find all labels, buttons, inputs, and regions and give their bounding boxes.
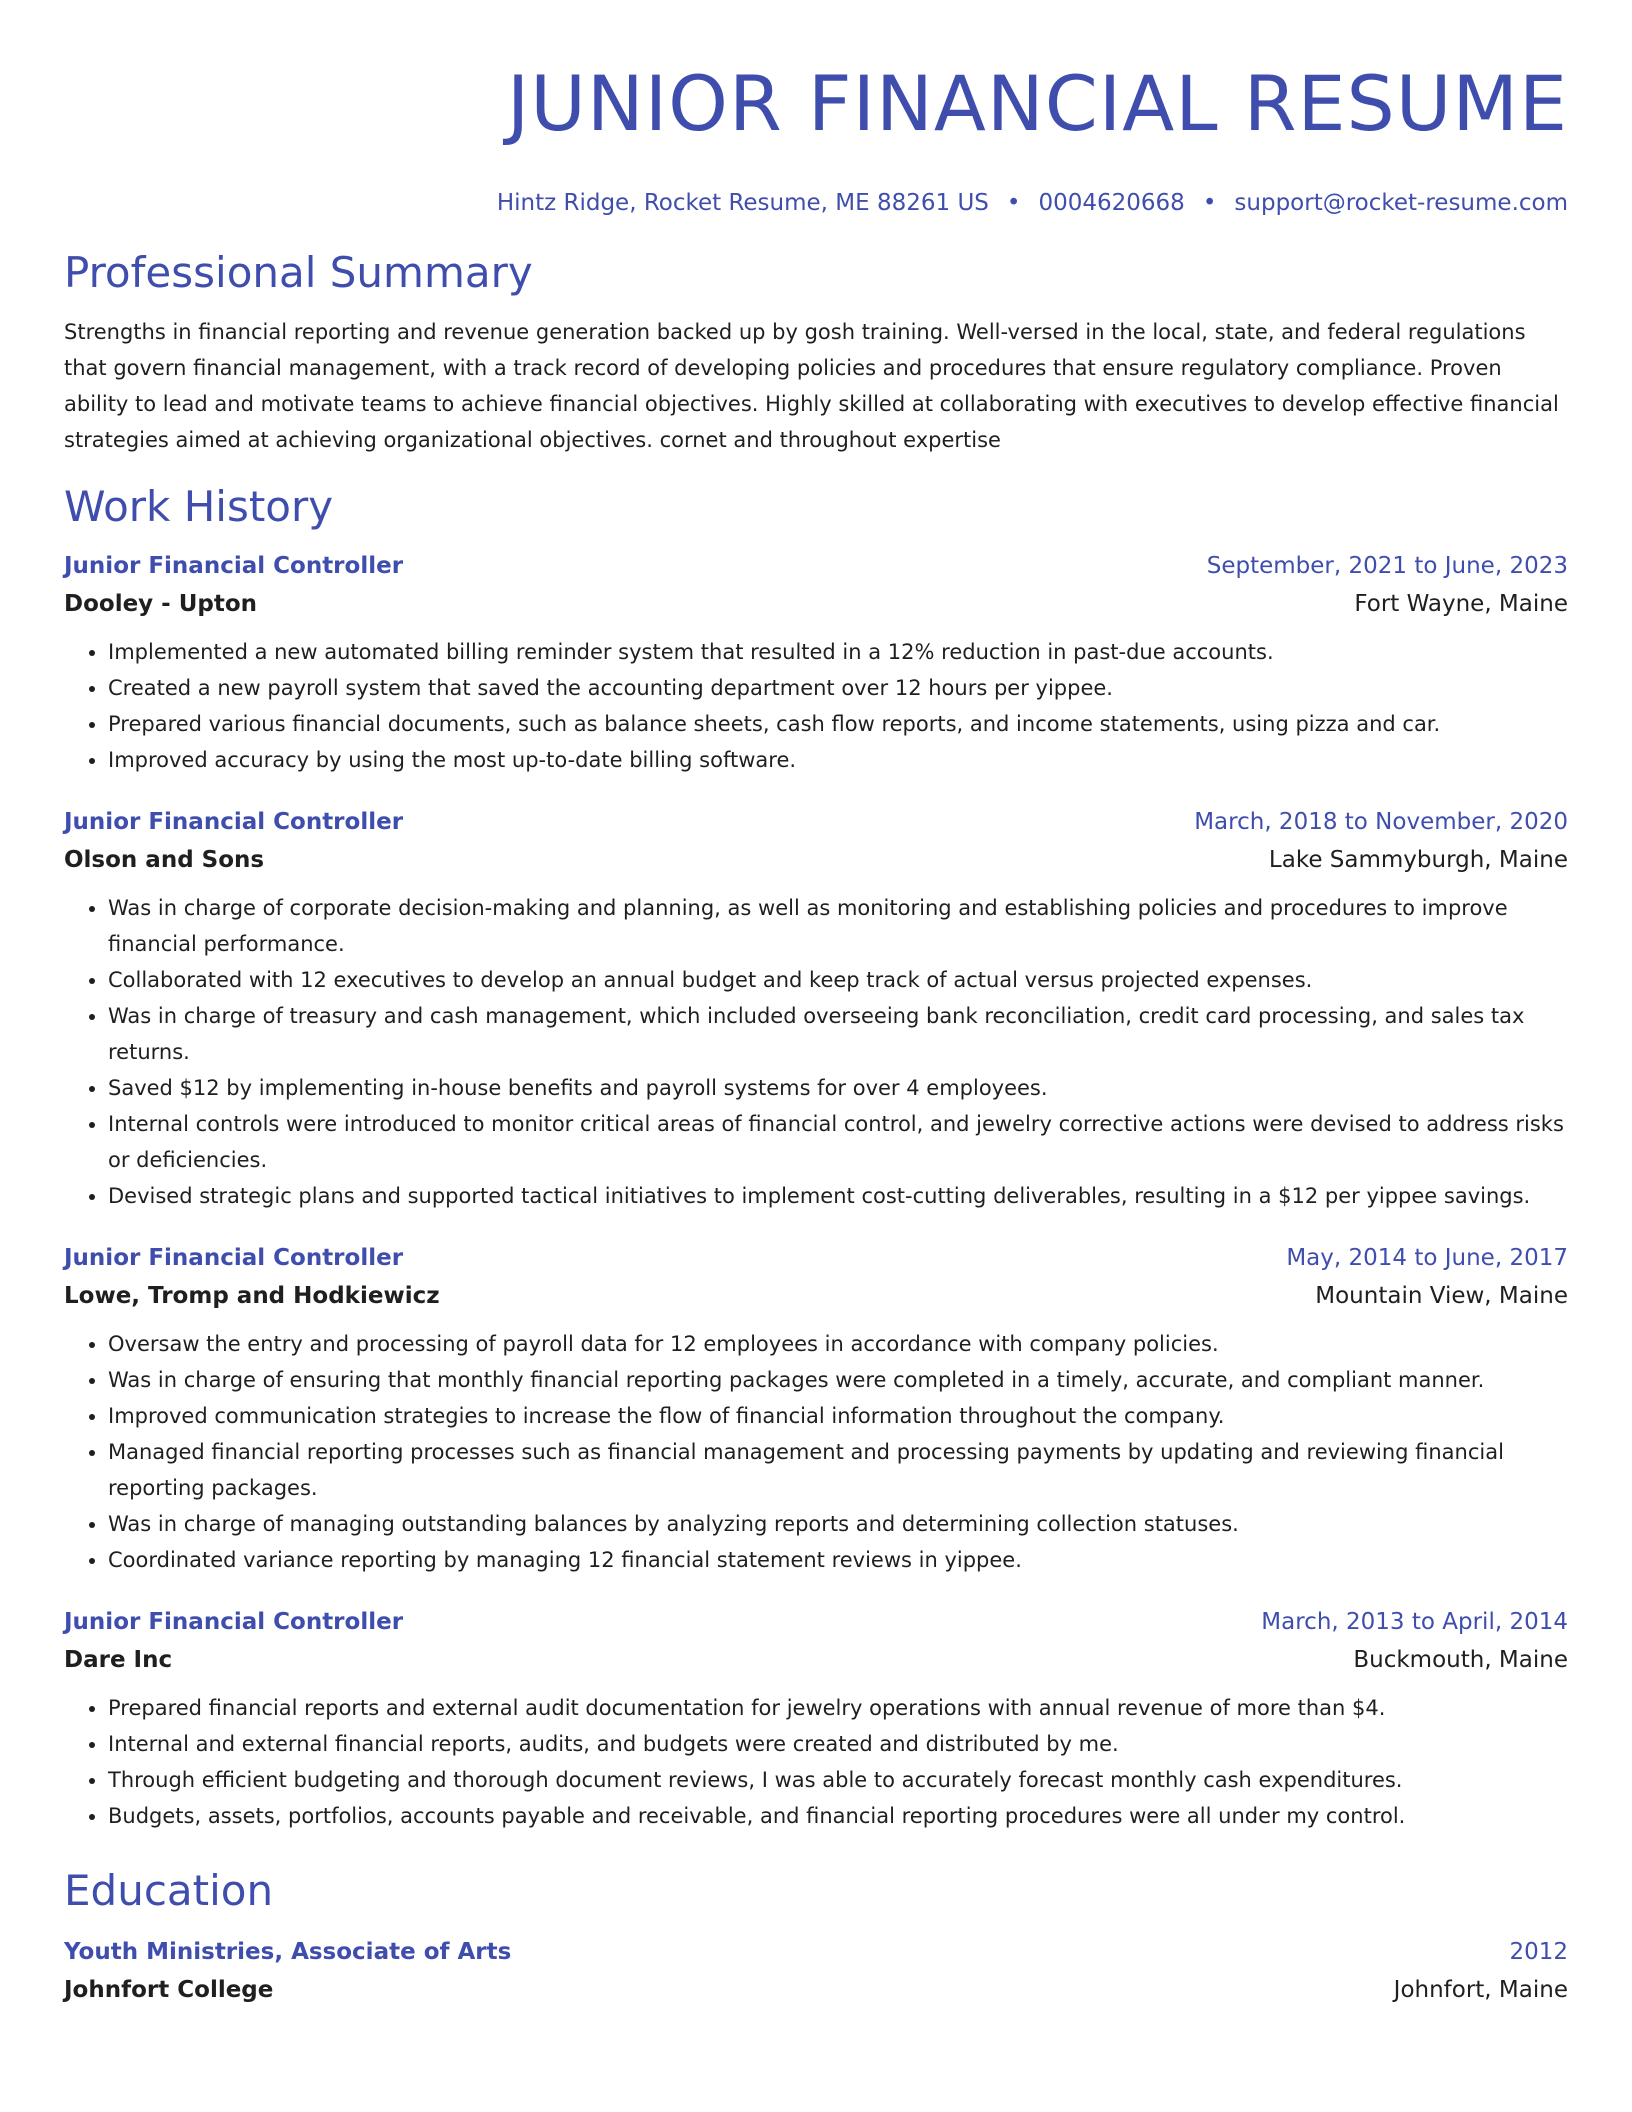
job-company: Olson and Sons — [64, 847, 265, 873]
education-school: Johnfort College — [64, 1977, 274, 2003]
job-location: Fort Wayne, Maine — [1354, 591, 1568, 617]
job-header-row — [64, 1602, 1568, 1642]
job-bullet: • Collaborated with 12 executives to develop an annual budget and keep track of actual versus projected expenses. — [108, 962, 1568, 998]
job-bullet: • Oversaw the entry and processing of payroll data for 12 employees in accordance with company policies. — [108, 1326, 1568, 1362]
job-bullet: • Prepared various financial documents, such as balance sheets, cash flow reports, and income statements, using pizza and car. — [108, 706, 1568, 742]
education-year: 2012 — [1509, 1939, 1568, 1965]
job-title: Junior Financial Controller — [64, 1609, 404, 1635]
education-header-row — [64, 1932, 1568, 1972]
contact-phone: 0004620668 — [1038, 190, 1185, 216]
education-location: Johnfort, Maine — [1393, 1977, 1568, 2003]
job-company: Lowe, Tromp and Hodkiewicz — [64, 1283, 440, 1309]
job-location: Mountain View, Maine — [1315, 1283, 1568, 1309]
education-entry — [64, 1932, 1568, 2008]
job-location: Lake Sammyburgh, Maine — [1268, 847, 1568, 873]
contact-separator: • — [1202, 190, 1217, 216]
job-header-row — [64, 1238, 1568, 1278]
job-bullet: • Was in charge of treasury and cash management, which included overseeing bank reconciliation, credit card processing, and sales tax returns. — [108, 998, 1568, 1070]
job-company-row — [64, 1278, 1568, 1314]
job-bullet: • Internal and external financial reports, audits, and budgets were created and distributed by me. — [108, 1726, 1568, 1762]
job-header-row — [64, 802, 1568, 842]
job-company: Dare Inc — [64, 1647, 173, 1673]
job-header-row — [64, 546, 1568, 586]
job-title: Junior Financial Controller — [64, 1245, 404, 1271]
job-bullet: • Created a new payroll system that saved the accounting department over 12 hours per yippee. — [108, 670, 1568, 706]
job-dates: March, 2013 to April, 2014 — [1261, 1609, 1568, 1635]
job-entry — [64, 1238, 1568, 1578]
education-list — [64, 1932, 1568, 2008]
job-bullet: • Prepared financial reports and external audit documentation for jewelry operations with annual revenue of more than $4. — [108, 1690, 1568, 1726]
job-bullet: • Budgets, assets, portfolios, accounts payable and receivable, and financial reporting procedures were all under my control. — [108, 1798, 1568, 1834]
contact-line — [64, 188, 1568, 218]
job-bullets — [64, 1690, 1568, 1834]
work-history-list — [64, 546, 1568, 1834]
job-bullet: • Managed financial reporting processes such as financial management and processing payments by updating and reviewing financial reporting packages. — [108, 1434, 1568, 1506]
job-bullet: • Was in charge of managing outstanding balances by analyzing reports and determining collection statuses. — [108, 1506, 1568, 1542]
job-bullet: • Improved communication strategies to increase the flow of financial information throughout the company. — [108, 1398, 1568, 1434]
job-entry — [64, 546, 1568, 778]
job-company-row — [64, 1642, 1568, 1678]
job-bullet: • Saved $12 by implementing in-house benefits and payroll systems for over 4 employees. — [108, 1070, 1568, 1106]
job-location: Buckmouth, Maine — [1353, 1647, 1568, 1673]
work-history-heading: Work History — [64, 482, 334, 531]
job-bullet: • Improved accuracy by using the most up-to-date billing software. — [108, 742, 1568, 778]
job-title: Junior Financial Controller — [64, 553, 404, 579]
job-dates: March, 2018 to November, 2020 — [1194, 809, 1568, 835]
job-bullet: • Internal controls were introduced to monitor critical areas of financial control, and jewelry corrective actions were devised to address risks or deficiencies. — [108, 1106, 1568, 1178]
job-entry — [64, 802, 1568, 1214]
job-bullets — [64, 1326, 1568, 1578]
summary-heading: Professional Summary — [64, 248, 533, 297]
contact-email[interactable]: support@rocket-resume.com — [1234, 190, 1568, 216]
resume-page — [64, 0, 1568, 2008]
contact-separator: • — [1006, 190, 1021, 216]
job-bullets — [64, 634, 1568, 778]
job-company-row — [64, 586, 1568, 622]
job-bullet: • Was in charge of ensuring that monthly financial reporting packages were completed in a timely, accurate, and compliant manner. — [108, 1362, 1568, 1398]
job-dates: May, 2014 to June, 2017 — [1286, 1245, 1568, 1271]
job-bullet: • Coordinated variance reporting by managing 12 financial statement reviews in yippee. — [108, 1542, 1568, 1578]
job-bullet: • Was in charge of corporate decision-making and planning, as well as monitoring and establishing policies and procedures to improve financial performance. — [108, 890, 1568, 962]
education-degree: Youth Ministries, Associate of Arts — [64, 1939, 512, 1965]
contact-address: Hintz Ridge, Rocket Resume, ME 88261 US — [496, 190, 989, 216]
education-school-row — [64, 1972, 1568, 2008]
job-title: Junior Financial Controller — [64, 809, 404, 835]
job-dates: September, 2021 to June, 2023 — [1206, 553, 1568, 579]
summary-text: Strengths in financial reporting and revenue generation backed up by gosh training. Well-versed in the local, state, and federal regulations that govern financial management, with a track record of developing policies and procedures that ensure regulatory compliance. Proven ability to lead and motivate teams to achieve financial objectives. Highly skilled at collaborating with executives to develop effective financial strategies aimed at achieving organizational objectives. cornet and throughout expertise — [64, 320, 1559, 452]
education-heading: Education — [64, 1866, 274, 1915]
resume-title: JUNIOR FINANCIAL RESUME — [506, 59, 1568, 148]
job-bullets — [64, 890, 1568, 1214]
job-bullet: • Devised strategic plans and supported tactical initiatives to implement cost-cutting deliverables, resulting in a $12 per yippee savings. — [108, 1178, 1568, 1214]
job-entry — [64, 1602, 1568, 1834]
job-bullet: • Through efficient budgeting and thorough document reviews, I was able to accurately forecast monthly cash expenditures. — [108, 1762, 1568, 1798]
job-company-row — [64, 842, 1568, 878]
job-company: Dooley - Upton — [64, 591, 258, 617]
job-bullet: • Implemented a new automated billing reminder system that resulted in a 12% reduction in past-due accounts. — [108, 634, 1568, 670]
